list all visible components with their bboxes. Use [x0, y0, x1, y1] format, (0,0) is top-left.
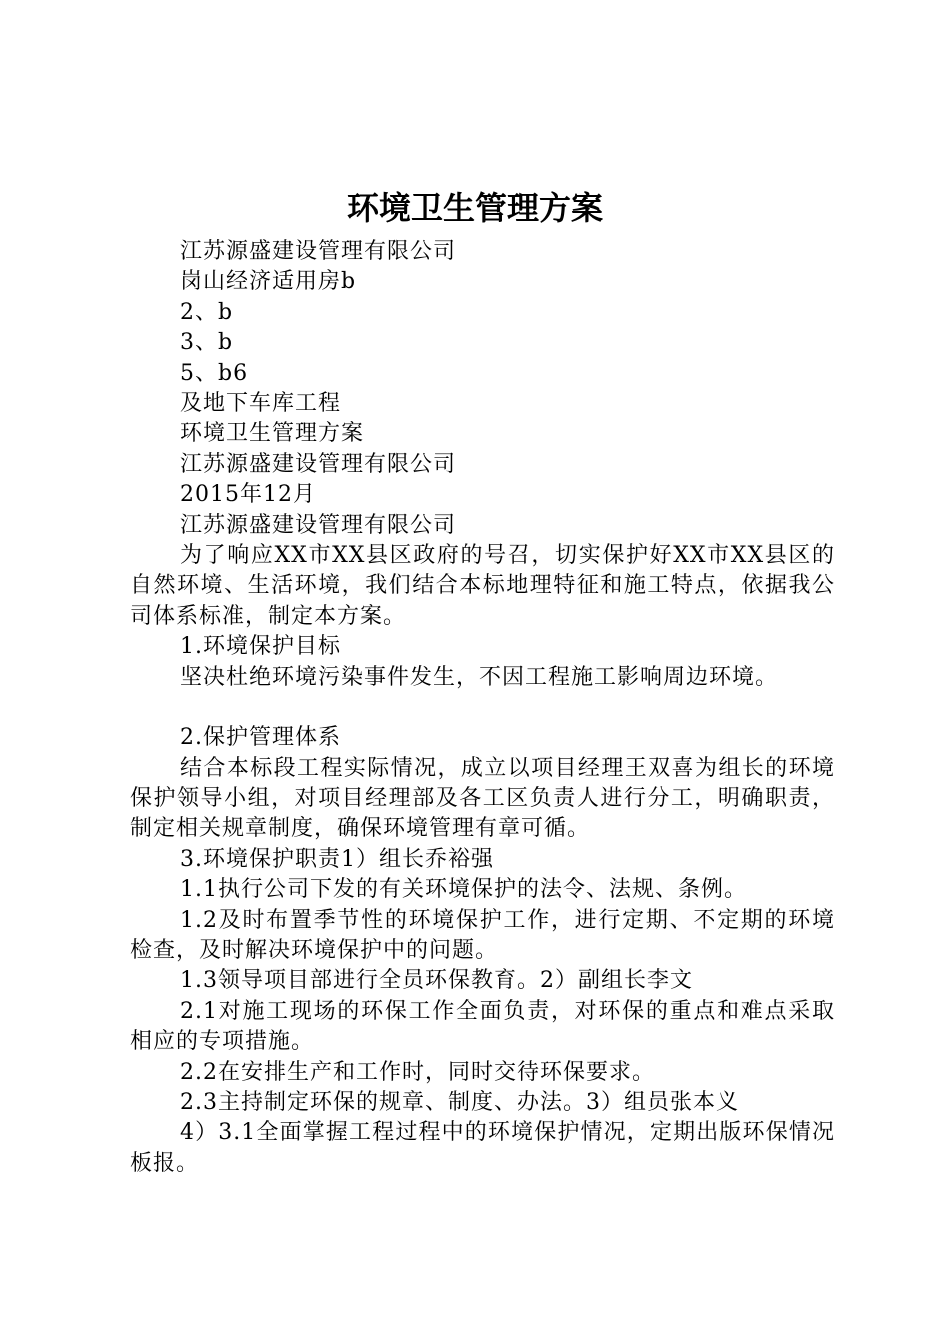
paragraph-duty-1-2: 1.2及时布置季节性的环境保护工作，进行定期、不定期的环境检查，及时解决环境保护中的问题。: [130, 907, 835, 963]
section-heading-1: 1.环境保护目标: [180, 634, 341, 660]
paragraph-date: 2015年12月: [180, 482, 316, 508]
paragraph-garage: 及地下车库工程: [180, 391, 342, 417]
paragraph-intro: 为了响应XX市XX县区政府的号召，切实保护好XX市XX县区的自然环境、生活环境，我们结合本标地理特征和施工特点，依据我公司体系标准，制定本方案。: [130, 543, 835, 629]
paragraph-duty-2-3: 2.3主持制定环保的规章、制度、办法。3）组员张本义: [180, 1089, 739, 1115]
section-heading-2: 2.保护管理体系: [180, 725, 341, 751]
document-body: [130, 237, 835, 1179]
paragraph-item-5: 5、b6: [180, 360, 249, 386]
paragraph-goal: 坚决杜绝环境污染事件发生，不因工程施工影响周边环境。: [180, 664, 779, 690]
document-title: 环境卫生管理方案: [346, 189, 603, 227]
paragraph-item-3: 3、b: [180, 330, 234, 356]
paragraph-duty-2-2: 2.2在安排生产和工作时，同时交待环保要求。: [180, 1059, 655, 1085]
paragraph-project: 岗山经济适用房b: [180, 269, 357, 295]
paragraph-item-2: 2、b: [180, 299, 234, 325]
paragraph-duty-3-1: 4）3.1全面掌握工程过程中的环境保护情况，定期出版环保情况板报。: [130, 1120, 835, 1176]
paragraph-duty-1-3: 1.3领导项目部进行全员环保教育。2）副组长李文: [180, 968, 693, 994]
paragraph-company: 江苏源盛建设管理有限公司: [180, 239, 457, 264]
paragraph-duty-1-1: 1.1执行公司下发的有关环境保护的法令、法规、条例。: [180, 877, 747, 903]
section-heading-3: 3.环境保护职责1）组长乔裕强: [180, 846, 494, 872]
paragraph-company-2: 江苏源盛建设管理有限公司: [180, 451, 457, 477]
paragraph-plan-name: 环境卫生管理方案: [180, 421, 365, 447]
paragraph-company-3: 江苏源盛建设管理有限公司: [180, 512, 457, 538]
paragraph-system: 结合本标段工程实际情况，成立以项目经理王双喜为组长的环境保护领导小组，对项目经理部及各工区负责人进行分工，明确职责，制定相关规章制度，确保环境管理有章可循。: [130, 755, 835, 842]
paragraph-duty-2-1: 2.1对施工现场的环保工作全面负责，对环保的重点和难点采取相应的专项措施。: [130, 998, 835, 1055]
